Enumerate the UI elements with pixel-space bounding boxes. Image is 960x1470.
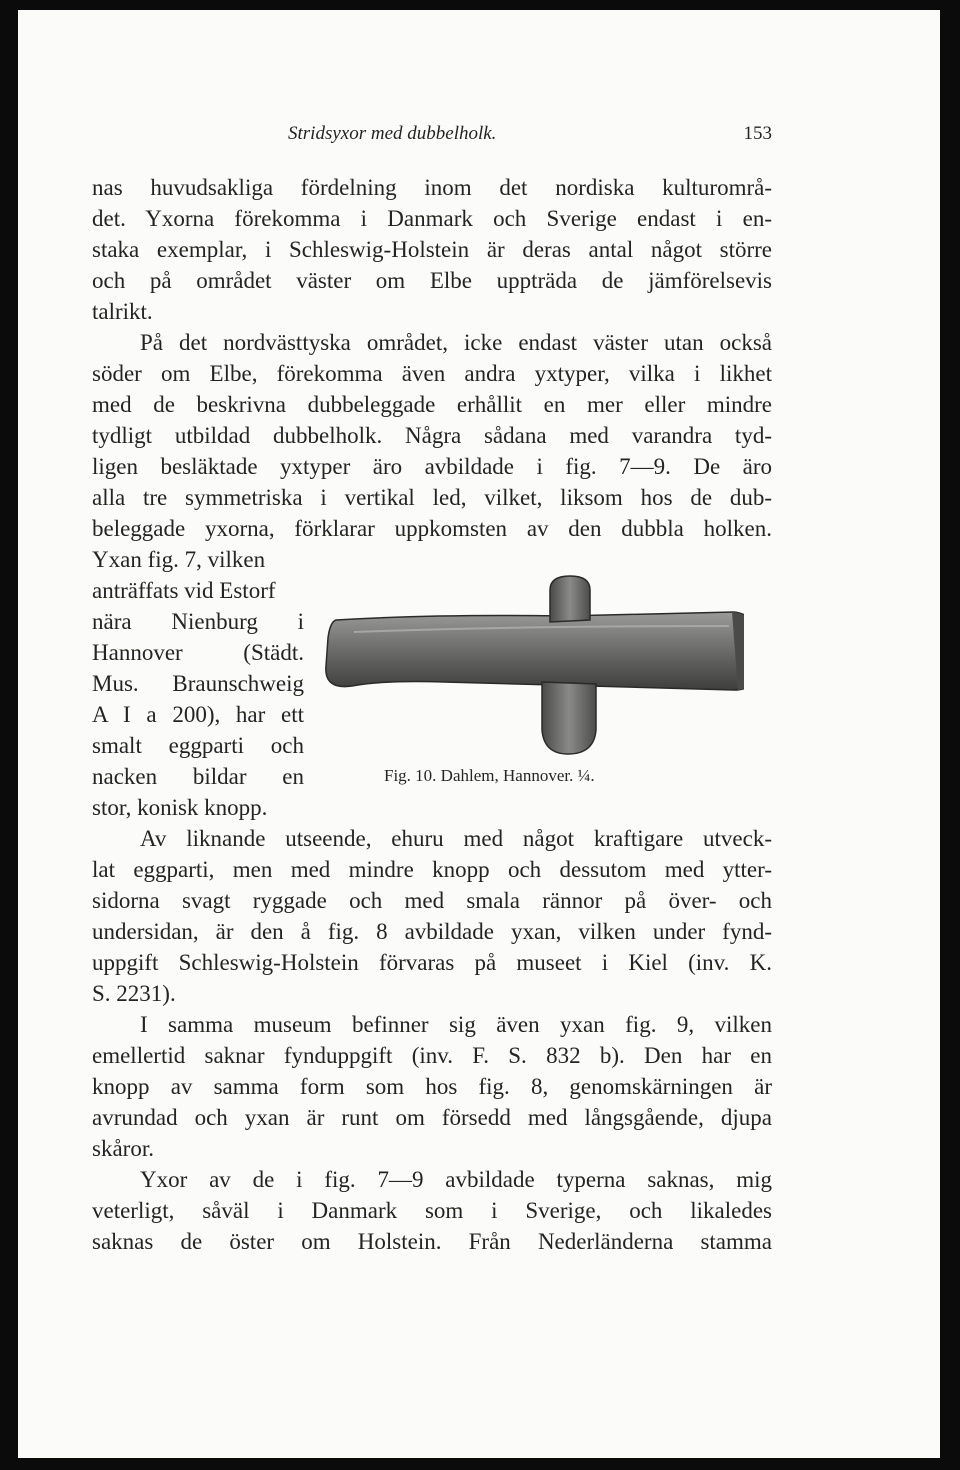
text-line: talrikt. — [92, 299, 153, 324]
text-line: ligen besläktade yxtyper äro avbildade i fig. 7—9. De äro — [92, 454, 772, 479]
text-line: anträffats vid Estorf — [92, 578, 276, 603]
page-header — [92, 123, 772, 153]
text-line: undersidan, är den å fig. 8 avbildade yxan, vilken under fynd- — [92, 919, 772, 944]
text-line: nacken bildar en — [92, 764, 304, 789]
text-line: lat eggparti, men med mindre knopp och dessutom med ytter- — [92, 857, 772, 882]
text-line: I samma museum befinner sig även yxan fig. 9, vilken — [140, 1012, 772, 1037]
text-line: söder om Elbe, förekomma även andra yxtyper, vilka i likhet — [92, 361, 772, 386]
text-line: tydligt utbildad dubbelholk. Några sådana med varandra tyd- — [92, 423, 772, 448]
running-title: Stridsyxor med dubbelholk. — [288, 123, 497, 144]
text-line: och på området väster om Elbe uppträda de jämförelsevis — [92, 268, 772, 293]
text-line: beleggade yxorna, förklarar uppkomsten av den dubbla holken. — [92, 516, 772, 541]
text-line: nära Nienburg i — [92, 609, 304, 634]
text-line: det. Yxorna förekomma i Danmark och Sverige endast i en- — [92, 206, 772, 231]
axe-illustration — [314, 570, 744, 760]
text-line: sidorna svagt ryggade och med smala rännor på över- och — [92, 888, 772, 913]
text-line: saknas de öster om Holstein. Från Nederländerna stamma — [92, 1229, 772, 1254]
text-line: Hannover (Städt. — [92, 640, 304, 665]
figure-caption: Fig. 10. Dahlem, Hannover. ¼. — [384, 766, 595, 785]
text-line: veterligt, såväl i Danmark som i Sverige, och likaledes — [92, 1198, 772, 1223]
text-line: staka exemplar, i Schleswig-Holstein är deras antal något större — [92, 237, 772, 262]
text-line: S. 2231). — [92, 981, 176, 1006]
book-page — [18, 10, 940, 1458]
text-line: uppgift Schleswig-Holstein förvaras på museet i Kiel (inv. K. — [92, 950, 772, 975]
page-number: 153 — [743, 123, 772, 144]
text-line: Mus. Braunschweig — [92, 671, 304, 696]
text-line: med de beskrivna dubbeleggade erhållit en mer eller mindre — [92, 392, 772, 417]
text-line: avrundad och yxan är runt om försedd med långsgående, djupa — [92, 1105, 772, 1130]
text-line: stor, konisk knopp. — [92, 795, 268, 820]
text-line: Av liknande utseende, ehuru med något kraftigare utveck- — [140, 826, 772, 851]
text-line: knopp av samma form som hos fig. 8, genomskärningen är — [92, 1074, 772, 1099]
figure-axe — [314, 570, 744, 800]
text-line: A I a 200), har ett — [92, 702, 304, 727]
text-line: smalt eggparti och — [92, 733, 304, 758]
text-line: På det nordvästtyska området, icke endast väster utan också — [140, 330, 772, 355]
text-line: Yxor av de i fig. 7—9 avbildade typerna saknas, mig — [140, 1167, 772, 1192]
text-line: nas huvudsakliga fördelning inom det nordiska kulturområ- — [92, 175, 772, 200]
text-line: alla tre symmetriska i vertikal led, vilket, liksom hos de dub- — [92, 485, 772, 510]
text-line: skåror. — [92, 1136, 154, 1161]
text-line: emellertid saknar fynduppgift (inv. F. S. 832 b). Den har en — [92, 1043, 772, 1068]
text-line: Yxan fig. 7, vilken — [92, 547, 266, 572]
